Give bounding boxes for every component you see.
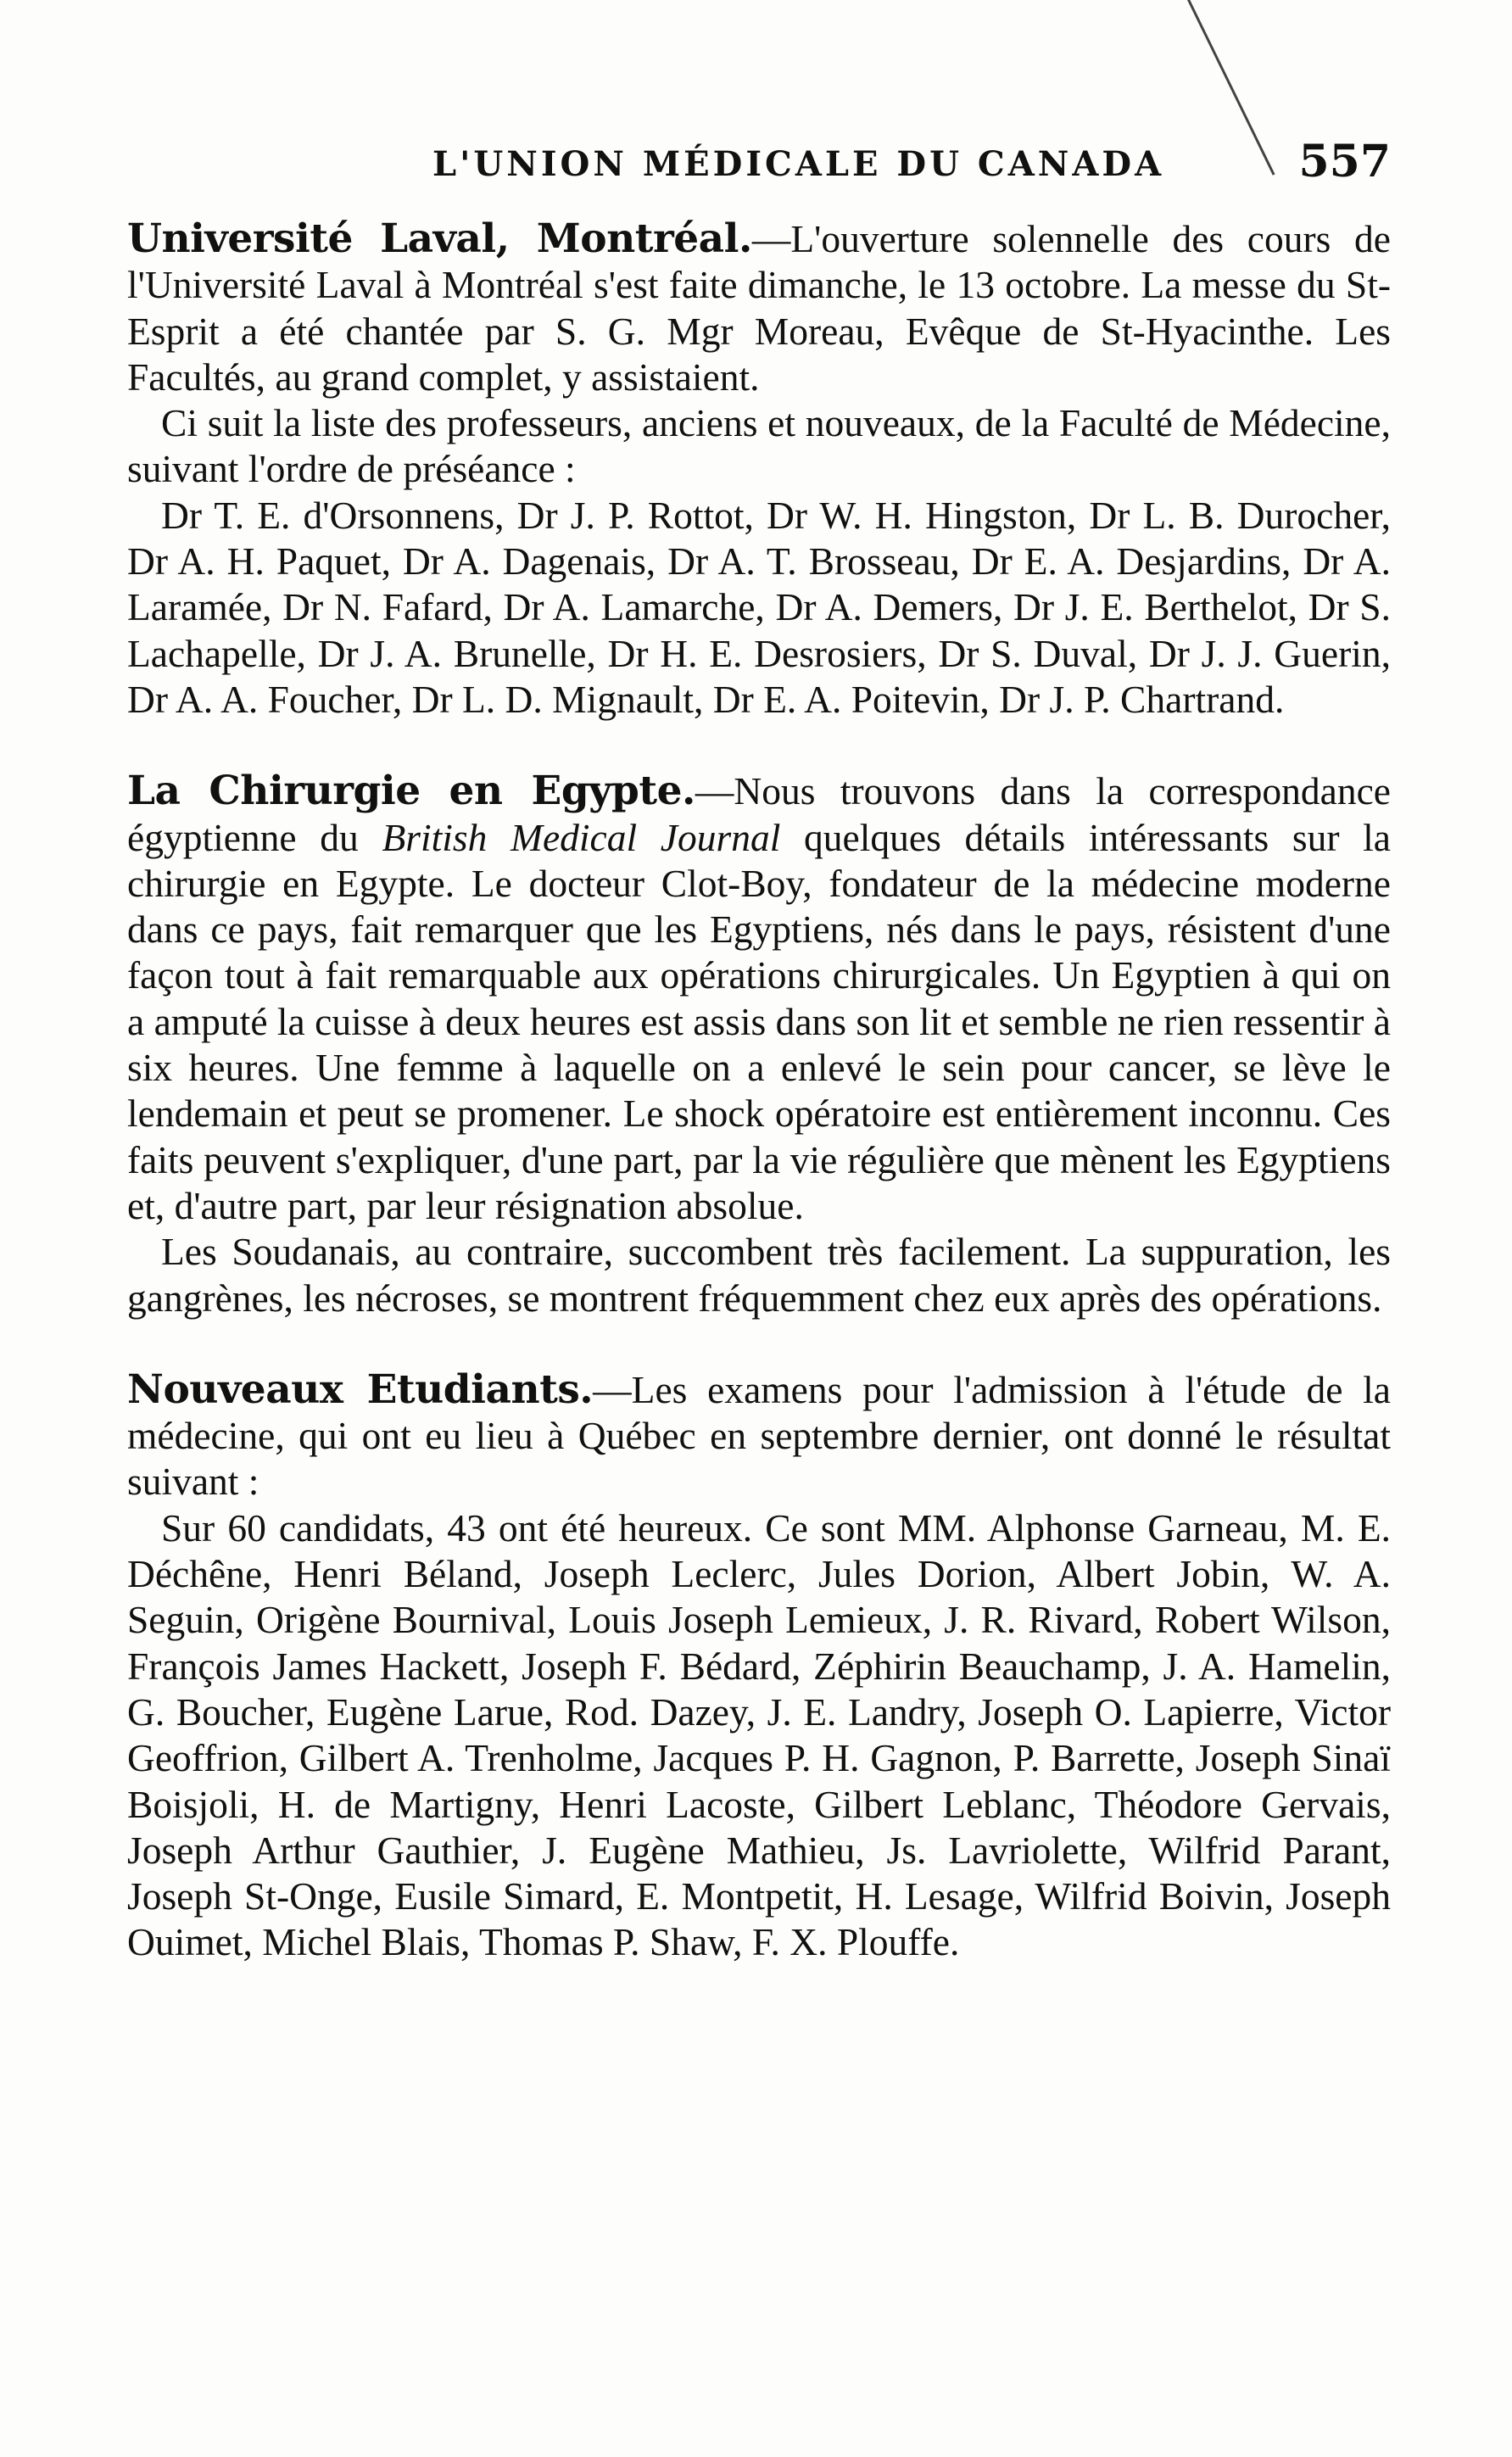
section-universite-laval bbox=[127, 216, 1391, 723]
paragraph: Les Soudanais, au contraire, succombent très facilement. La suppuration, les gangrènes, les nécroses, se montrent fréquemment chez eux après des opérations. bbox=[127, 1230, 1391, 1320]
paragraph-text: —L'ouverture solennelle des cours de l'Université Laval à Montréal s'est faite dimanche, le 13 octobre. La messe du St-Esprit a été chantée par S. G. Mgr Moreau, Evêque de St-Hyacinthe. Les Facultés, au grand complet, y assistaient. bbox=[127, 217, 1391, 399]
section-nouveaux-etudiants bbox=[127, 1367, 1391, 1966]
paragraph-text: —Les examens pour l'admission à l'étude de la médecine, qui ont eu lieu à Québec en septembre dernier, ont donné le résultat suivant : bbox=[127, 1367, 1391, 1504]
paragraph-text: quelques détails intéressants sur la chirurgie en Egypte. Le docteur Clot-Boy, fondateur de la médecine moderne dans ce pays, fait remarquer que les Egyptiens, nés dans le pays, résistent d'une façon tout à fait remarquable aux opérations chirurgicales. Un Egyptien à qui on a amputé la cuisse à deux heures est assis dans son lit et semble ne rien ressentir à six heures. Une femme à laquelle on a enlevé le sein pour cancer, se lève le lendemain et peut se promener. Le shock opératoire est entièrement inconnu. Ces faits peuvent s'expliquer, d'une part, par la vie régulière que mènent les Egyptiens et, d'autre part, par leur résignation absolue. bbox=[127, 815, 1391, 1227]
journal-title: British Medical Journal bbox=[382, 815, 781, 859]
paragraph-text: —Nous trouvons dans la correspondance égyptienne du bbox=[127, 769, 1391, 859]
paragraph bbox=[127, 216, 1391, 400]
article-body bbox=[127, 216, 1391, 1966]
page-header bbox=[127, 136, 1391, 204]
professor-list: Dr T. E. d'Orsonnens, Dr J. P. Rottot, Dr W. H. Hingston, Dr L. B. Durocher, Dr A. H. Paquet, Dr A. Dagenais, Dr A. T. Brosseau, Dr E. A. Desjardins, Dr A. Laramée, Dr N. Fafard, Dr A. Lamarche, Dr A. Demers, Dr J. E. Berthelot, Dr S. Lachapelle, Dr J. A. Brunelle, Dr H. E. Desrosiers, Dr S. Duval, Dr J. J. Guerin, Dr A. A. Foucher, Dr L. D. Mignault, Dr E. A. Poitevin, Dr J. P. Chartrand. bbox=[127, 493, 1391, 721]
paragraph bbox=[127, 1367, 1391, 1505]
paragraph: Ci suit la liste des professeurs, anciens et nouveaux, de la Faculté de Médecine, suivant l'ordre de préséance : bbox=[127, 401, 1391, 491]
paragraph bbox=[127, 768, 1391, 1229]
section-heading: Université Laval, Montréal. bbox=[127, 215, 752, 262]
running-title: L'UNION MÉDICALE DU CANADA bbox=[432, 144, 1165, 184]
section-heading: Nouveaux Etudiants. bbox=[127, 1365, 594, 1413]
section-chirurgie-egypte bbox=[127, 768, 1391, 1321]
student-list: Sur 60 candidats, 43 ont été heureux. Ce sont MM. Alphonse Garneau, M. E. Déchêne, Henri Béland, Joseph Leclerc, Jules Dorion, Albert Jobin, W. A. Seguin, Origène Bournival, Louis Joseph Lemieux, J. R. Rivard, Robert Wilson, François James Hackett, Joseph F. Bédard, Zéphirin Beauchamp, J. A. Hamelin, G. Boucher, Eugène Larue, Rod. Dazey, J. E. Landry, Joseph O. Lapierre, Victor Geoffrion, Gilbert A. Trenholme, Jacques P. H. Gagnon, P. Barrette, Joseph Sinaï Boisjoli, H. de Martigny, Henri Lacoste, Gilbert Leblanc, Théodore Gervais, Joseph Arthur Gauthier, J. Eugène Mathieu, Js. Lavriolette, Wilfrid Parant, Joseph St-Onge, Eusile Simard, E. Montpetit, H. Lesage, Wilfrid Boivin, Joseph Ouimet, Michel Blais, Thomas P. Shaw, F. X. Plouffe. bbox=[127, 1505, 1391, 1964]
page-number: 557 bbox=[1298, 136, 1391, 187]
section-heading: La Chirurgie en Egypte. bbox=[127, 768, 695, 815]
